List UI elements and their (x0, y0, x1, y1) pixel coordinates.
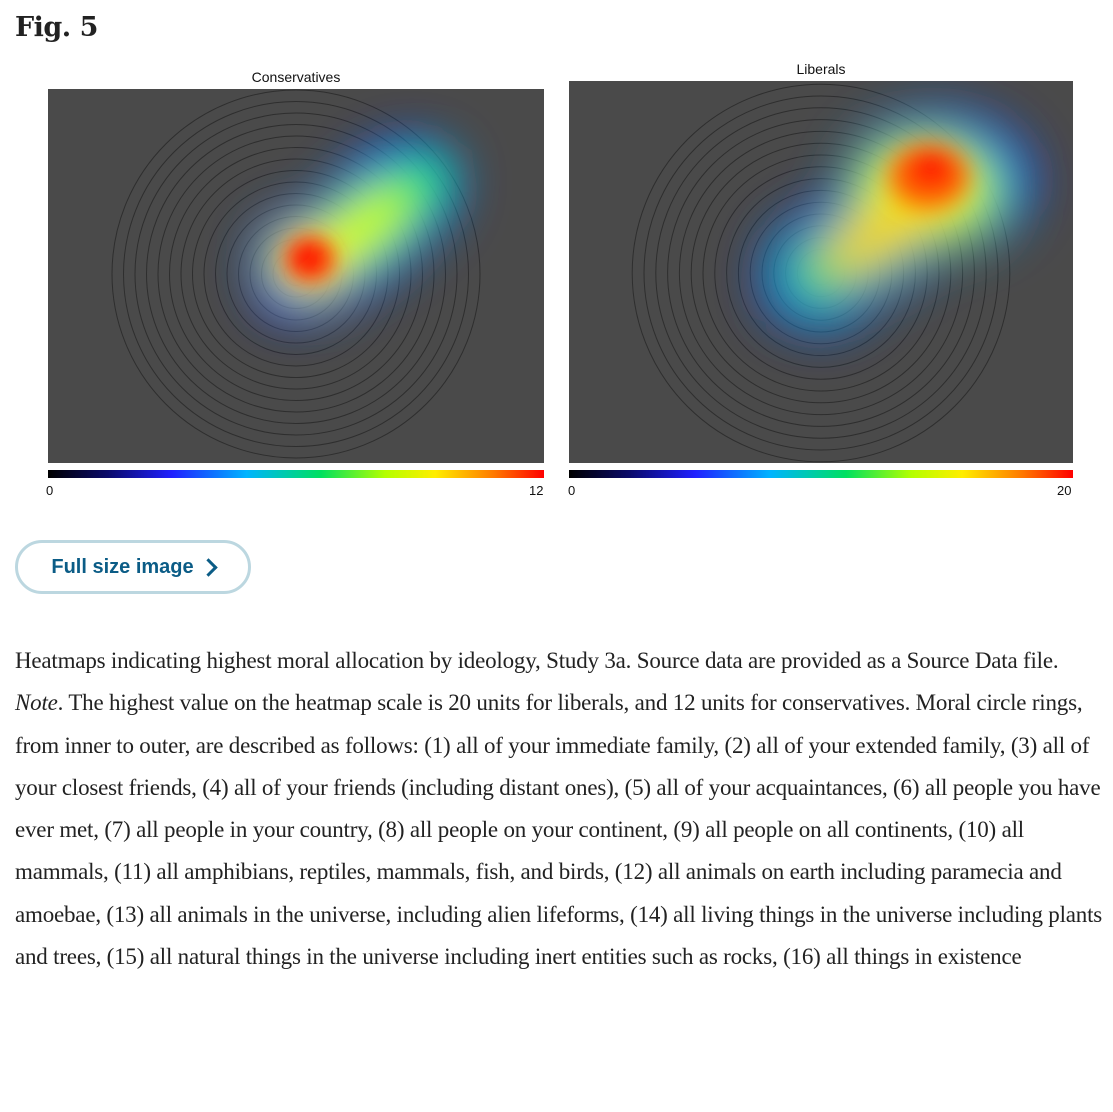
conservatives-colorbar-min: 0 (46, 483, 54, 498)
conservatives-colorbar-max: 12 (529, 483, 544, 498)
conservatives-colorbar (48, 470, 544, 478)
conservatives-heat-blobs (230, 111, 487, 351)
liberals-colorbar-min: 0 (568, 483, 576, 498)
caption-note: Note (15, 690, 58, 716)
liberals-colorbar (569, 470, 1073, 478)
full-size-image-label: Full size image (51, 555, 194, 578)
liberals-title: Liberals (796, 61, 846, 77)
full-size-image-button[interactable] (15, 540, 251, 594)
figure-caption (15, 640, 1105, 978)
conservatives-heatmap (48, 89, 544, 463)
liberals-heatmap (569, 81, 1073, 463)
chevron-right-icon (199, 558, 217, 576)
conservatives-heatmap-svg (48, 89, 544, 463)
caption-part-1: Heatmaps indicating highest moral allocation by ideology, Study 3a. Source data are provided as a Source Data file. (15, 648, 1059, 673)
liberals-heatmap-svg (569, 81, 1073, 463)
conservatives-title: Conservatives (251, 69, 341, 85)
caption-part-2: . The highest value on the heatmap scale is 20 units for liberals, and 12 units for conservatives. Moral circle rings, from inner to outer, are described as follows: (1) all of your immediate family, (2) all of your extended family, (3) all of your closest friends, (4) all of your friends (including distant ones), (5) all of your acquaintances, (6) all people you have ever met, (7) all people in your country, (8) all people on your continent, (9) all people on all continents, (10) all mammals, (11) all amphibians, reptiles, mammals, fish, and birds, (12) all animals on earth including paramecia and amoebae, (13) all animals in the universe, including alien lifeforms, (14) all living things in the universe including plants and trees, (15) all natural things in the universe including inert entities such as rocks, (16) all things in existence (15, 690, 1103, 970)
figure-label: Fig. 5 (15, 12, 98, 43)
liberals-colorbar-max: 20 (1057, 483, 1072, 498)
